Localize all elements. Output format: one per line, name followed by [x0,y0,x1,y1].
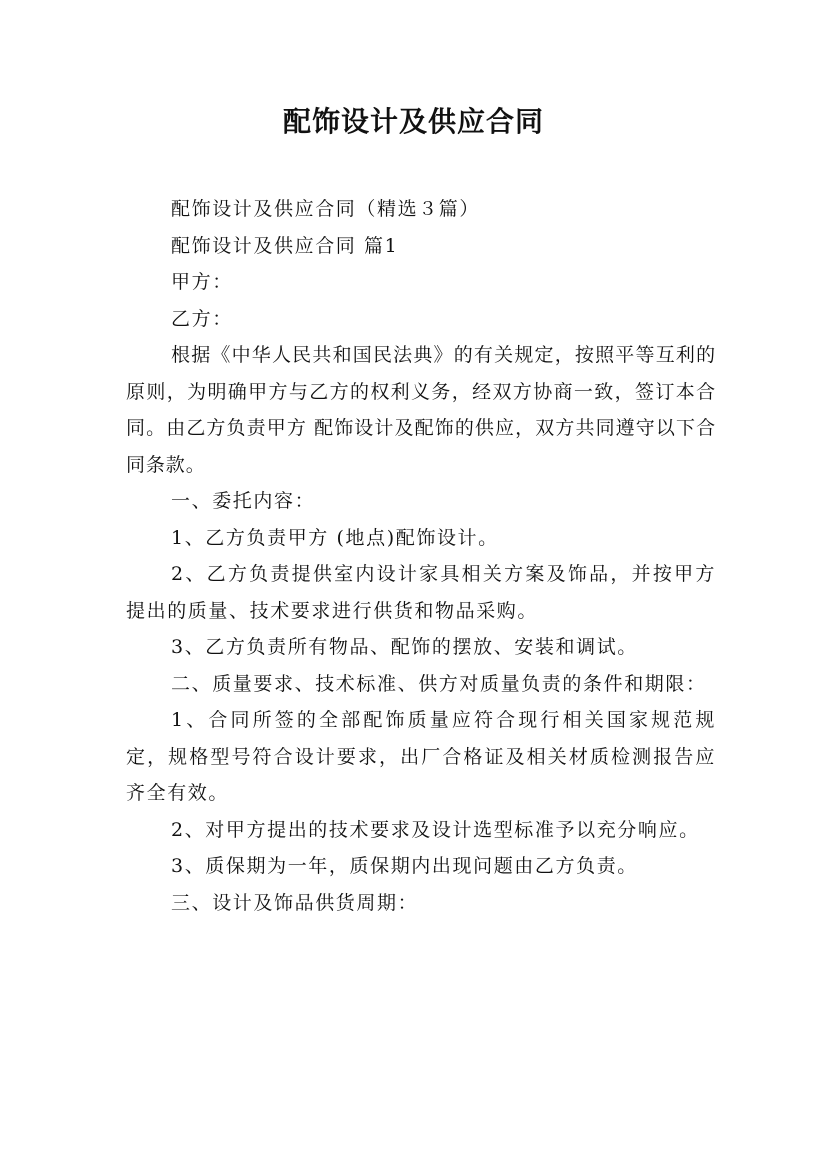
paragraph-section-3: 三、设计及饰品供货周期： [171,891,419,914]
document-body [126,191,716,921]
paragraph-1-3: 3、乙方负责所有物品、配饰的摆放、安装和调试。 [171,636,638,658]
paragraph-party-a: 甲方： [171,271,233,293]
paragraph-party-b: 乙方： [171,307,233,330]
paragraph-2-2: 2、对甲方提出的技术要求及设计选型标准予以充分响应。 [171,818,700,841]
paragraph-1-1: 1、乙方负责甲方 (地点)配饰设计。 [171,526,499,549]
paragraph-preamble: 根据《中华人民共和国民法典》的有关规定，按照平等互利的原则，为明确甲方与乙方的权利义务，经双方协商一致，签订本合同。由乙方负责甲方 配饰设计及配饰的供应，双方共同遵守以下合同条款。 [126,344,716,476]
document-title: 配饰设计及供应合同 [282,105,544,138]
paragraph-section-2: 二、质量要求、技术标准、供方对质量负责的条件和期限： [171,672,707,695]
paragraph-heading-part1: 配饰设计及供应合同 篇1 [171,234,399,257]
paragraph-2-1: 1、合同所签的全部配饰质量应符合现行相关国家规范规定，规格型号符合设计要求，出厂合格证及相关材质检测报告应齐全有效。 [126,709,716,804]
paragraph-2-3: 3、质保期为一年，质保期内出现问题由乙方负责。 [171,855,638,877]
paragraph-section-1: 一、委托内容： [171,490,316,512]
paragraph-heading-selection: 配饰设计及供应合同（精选３篇） [171,198,481,220]
paragraph-1-2: 2、乙方负责提供室内设计家具相关方案及饰品，并按甲方提出的质量、技术要求进行供货和物品采购。 [126,563,716,622]
